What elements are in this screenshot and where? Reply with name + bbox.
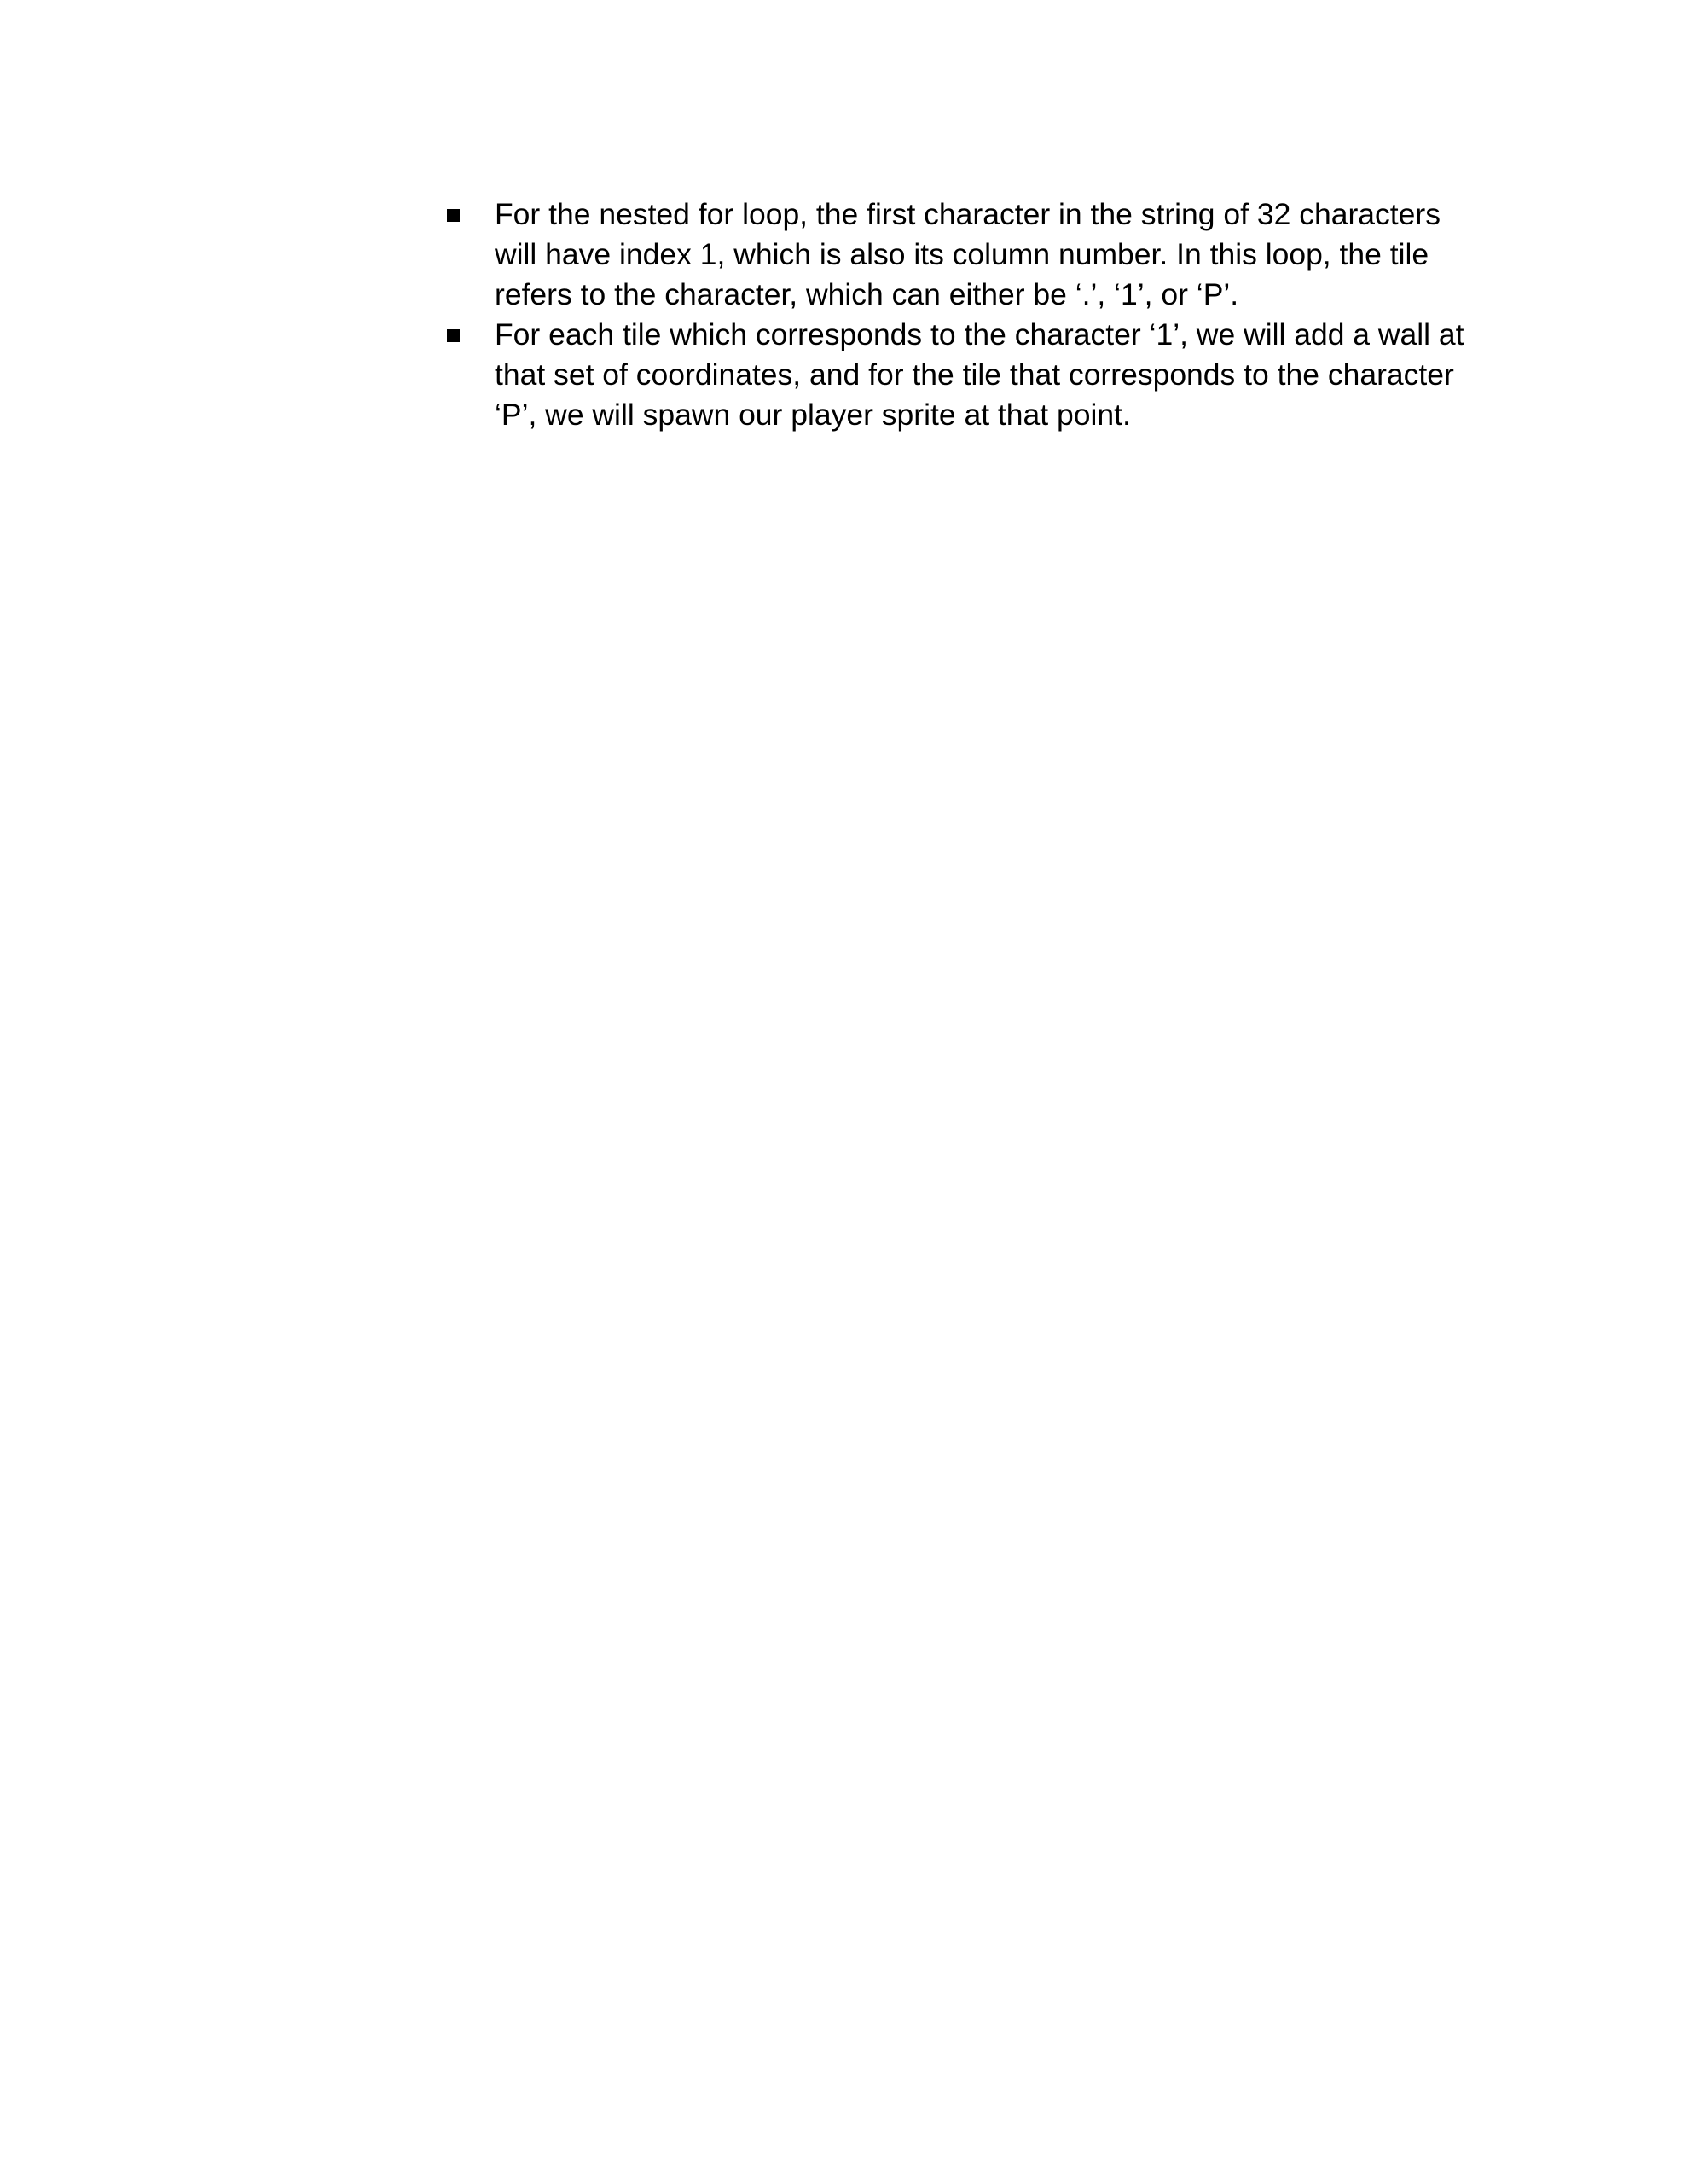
- bullet-text: For each tile which corresponds to the character ‘1’, we will add a wall at that set of coordinates, and for the tile that corresponds to the character ‘P’, we will spawn our player sprite at that point.: [495, 317, 1464, 432]
- list-item: [437, 195, 1494, 315]
- bullet-text: For the nested for loop, the first character in the string of 32 characters will have index 1, which is also its column number. In this loop, the tile refers to the character, which can either be ‘.’, ‘1’, or ‘P’.: [495, 197, 1441, 311]
- square-bullet-icon: [447, 209, 460, 222]
- square-bullet-icon: [447, 329, 460, 342]
- list-item: [437, 315, 1494, 435]
- bullet-list: [437, 195, 1494, 435]
